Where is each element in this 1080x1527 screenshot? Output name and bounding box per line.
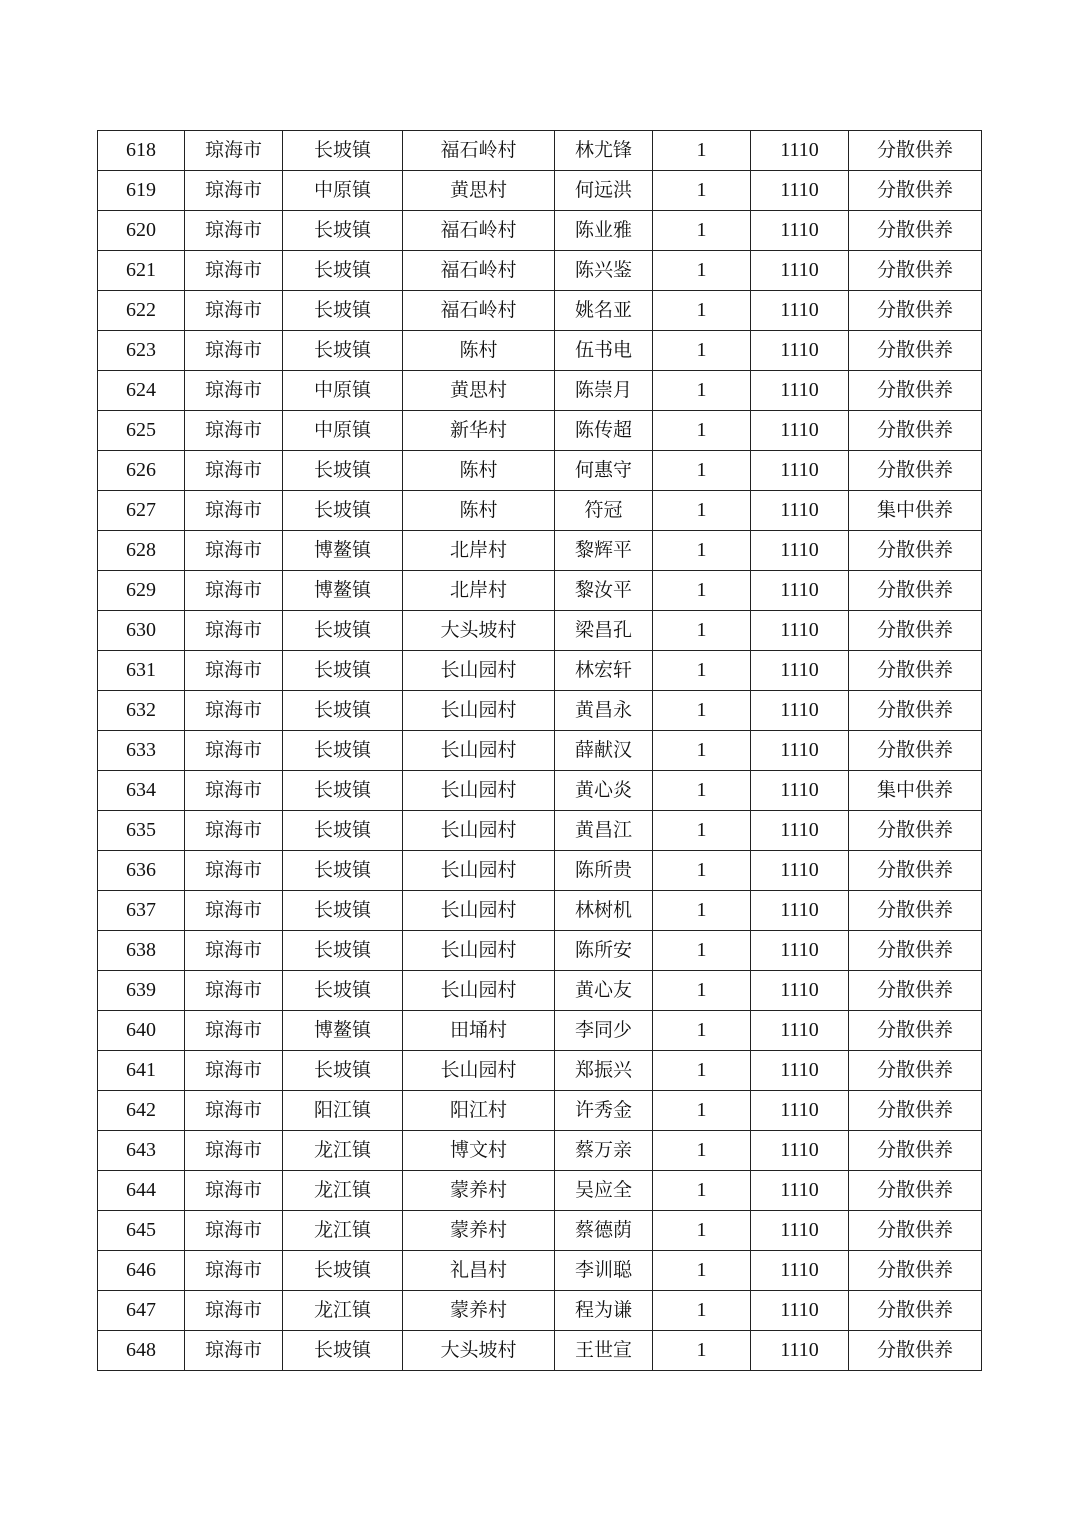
serial-number-cell: 637 bbox=[98, 891, 185, 931]
serial-number-cell: 645 bbox=[98, 1211, 185, 1251]
city-cell: 琼海市 bbox=[185, 371, 283, 411]
household-size-cell: 1 bbox=[653, 451, 751, 491]
support-type-cell: 分散供养 bbox=[849, 811, 982, 851]
village-cell: 蒙养村 bbox=[403, 1291, 555, 1331]
city-cell: 琼海市 bbox=[185, 451, 283, 491]
name-cell: 黄昌江 bbox=[555, 811, 653, 851]
household-size-cell: 1 bbox=[653, 891, 751, 931]
name-cell: 蔡德荫 bbox=[555, 1211, 653, 1251]
support-type-cell: 分散供养 bbox=[849, 731, 982, 771]
village-cell: 陈村 bbox=[403, 451, 555, 491]
serial-number-cell: 623 bbox=[98, 331, 185, 371]
table-row bbox=[98, 131, 982, 171]
town-cell: 中原镇 bbox=[283, 171, 403, 211]
village-cell: 礼昌村 bbox=[403, 1251, 555, 1291]
support-type-cell: 分散供养 bbox=[849, 211, 982, 251]
village-cell: 阳江村 bbox=[403, 1091, 555, 1131]
amount-cell: 1110 bbox=[751, 131, 849, 171]
name-cell: 王世宣 bbox=[555, 1331, 653, 1371]
support-type-cell: 分散供养 bbox=[849, 451, 982, 491]
town-cell: 龙江镇 bbox=[283, 1131, 403, 1171]
town-cell: 长坡镇 bbox=[283, 1051, 403, 1091]
town-cell: 长坡镇 bbox=[283, 451, 403, 491]
village-cell: 北岸村 bbox=[403, 571, 555, 611]
village-cell: 长山园村 bbox=[403, 771, 555, 811]
table-row bbox=[98, 371, 982, 411]
name-cell: 林宏轩 bbox=[555, 651, 653, 691]
name-cell: 薛献汉 bbox=[555, 731, 653, 771]
table-row bbox=[98, 451, 982, 491]
household-size-cell: 1 bbox=[653, 811, 751, 851]
village-cell: 黄思村 bbox=[403, 171, 555, 211]
table-row bbox=[98, 291, 982, 331]
name-cell: 林树机 bbox=[555, 891, 653, 931]
town-cell: 长坡镇 bbox=[283, 1251, 403, 1291]
village-cell: 大头坡村 bbox=[403, 611, 555, 651]
town-cell: 长坡镇 bbox=[283, 331, 403, 371]
support-type-cell: 分散供养 bbox=[849, 1131, 982, 1171]
town-cell: 长坡镇 bbox=[283, 971, 403, 1011]
village-cell: 陈村 bbox=[403, 491, 555, 531]
table-row bbox=[98, 331, 982, 371]
city-cell: 琼海市 bbox=[185, 171, 283, 211]
amount-cell: 1110 bbox=[751, 771, 849, 811]
amount-cell: 1110 bbox=[751, 1251, 849, 1291]
village-cell: 福石岭村 bbox=[403, 291, 555, 331]
serial-number-cell: 625 bbox=[98, 411, 185, 451]
serial-number-cell: 619 bbox=[98, 171, 185, 211]
household-size-cell: 1 bbox=[653, 331, 751, 371]
support-type-cell: 分散供养 bbox=[849, 1171, 982, 1211]
table-row bbox=[98, 211, 982, 251]
table-row bbox=[98, 1171, 982, 1211]
city-cell: 琼海市 bbox=[185, 331, 283, 371]
table-row bbox=[98, 1291, 982, 1331]
town-cell: 中原镇 bbox=[283, 371, 403, 411]
city-cell: 琼海市 bbox=[185, 691, 283, 731]
table-body bbox=[98, 131, 982, 1371]
support-type-cell: 分散供养 bbox=[849, 1211, 982, 1251]
village-cell: 博文村 bbox=[403, 1131, 555, 1171]
amount-cell: 1110 bbox=[751, 1291, 849, 1331]
support-type-cell: 分散供养 bbox=[849, 531, 982, 571]
serial-number-cell: 622 bbox=[98, 291, 185, 331]
city-cell: 琼海市 bbox=[185, 971, 283, 1011]
support-type-cell: 分散供养 bbox=[849, 371, 982, 411]
amount-cell: 1110 bbox=[751, 451, 849, 491]
household-size-cell: 1 bbox=[653, 1091, 751, 1131]
town-cell: 长坡镇 bbox=[283, 731, 403, 771]
household-size-cell: 1 bbox=[653, 931, 751, 971]
city-cell: 琼海市 bbox=[185, 1251, 283, 1291]
village-cell: 长山园村 bbox=[403, 931, 555, 971]
town-cell: 中原镇 bbox=[283, 411, 403, 451]
serial-number-cell: 631 bbox=[98, 651, 185, 691]
city-cell: 琼海市 bbox=[185, 651, 283, 691]
table-row bbox=[98, 571, 982, 611]
city-cell: 琼海市 bbox=[185, 531, 283, 571]
village-cell: 长山园村 bbox=[403, 731, 555, 771]
name-cell: 陈崇月 bbox=[555, 371, 653, 411]
serial-number-cell: 627 bbox=[98, 491, 185, 531]
name-cell: 陈业雅 bbox=[555, 211, 653, 251]
support-type-cell: 分散供养 bbox=[849, 571, 982, 611]
village-cell: 大头坡村 bbox=[403, 1331, 555, 1371]
town-cell: 长坡镇 bbox=[283, 251, 403, 291]
household-size-cell: 1 bbox=[653, 1131, 751, 1171]
amount-cell: 1110 bbox=[751, 291, 849, 331]
city-cell: 琼海市 bbox=[185, 611, 283, 651]
name-cell: 李训聪 bbox=[555, 1251, 653, 1291]
amount-cell: 1110 bbox=[751, 491, 849, 531]
serial-number-cell: 648 bbox=[98, 1331, 185, 1371]
town-cell: 长坡镇 bbox=[283, 1331, 403, 1371]
support-type-cell: 分散供养 bbox=[849, 1051, 982, 1091]
serial-number-cell: 634 bbox=[98, 771, 185, 811]
table-row bbox=[98, 651, 982, 691]
city-cell: 琼海市 bbox=[185, 811, 283, 851]
table-row bbox=[98, 531, 982, 571]
serial-number-cell: 621 bbox=[98, 251, 185, 291]
household-size-cell: 1 bbox=[653, 1171, 751, 1211]
household-size-cell: 1 bbox=[653, 691, 751, 731]
support-type-cell: 分散供养 bbox=[849, 891, 982, 931]
support-type-cell: 分散供养 bbox=[849, 1331, 982, 1371]
support-type-cell: 分散供养 bbox=[849, 131, 982, 171]
city-cell: 琼海市 bbox=[185, 491, 283, 531]
amount-cell: 1110 bbox=[751, 1091, 849, 1131]
table-row bbox=[98, 171, 982, 211]
village-cell: 新华村 bbox=[403, 411, 555, 451]
table-row bbox=[98, 1051, 982, 1091]
table-row bbox=[98, 251, 982, 291]
household-size-cell: 1 bbox=[653, 291, 751, 331]
table-row bbox=[98, 411, 982, 451]
household-size-cell: 1 bbox=[653, 1211, 751, 1251]
name-cell: 李同少 bbox=[555, 1011, 653, 1051]
amount-cell: 1110 bbox=[751, 211, 849, 251]
support-type-cell: 分散供养 bbox=[849, 931, 982, 971]
household-size-cell: 1 bbox=[653, 1291, 751, 1331]
table-row bbox=[98, 1211, 982, 1251]
support-type-cell: 分散供养 bbox=[849, 291, 982, 331]
city-cell: 琼海市 bbox=[185, 931, 283, 971]
serial-number-cell: 630 bbox=[98, 611, 185, 651]
table-row bbox=[98, 1011, 982, 1051]
serial-number-cell: 633 bbox=[98, 731, 185, 771]
household-size-cell: 1 bbox=[653, 851, 751, 891]
name-cell: 程为谦 bbox=[555, 1291, 653, 1331]
name-cell: 何远洪 bbox=[555, 171, 653, 211]
village-cell: 长山园村 bbox=[403, 971, 555, 1011]
name-cell: 伍书电 bbox=[555, 331, 653, 371]
amount-cell: 1110 bbox=[751, 1331, 849, 1371]
table-row bbox=[98, 1091, 982, 1131]
household-size-cell: 1 bbox=[653, 731, 751, 771]
table-row bbox=[98, 851, 982, 891]
amount-cell: 1110 bbox=[751, 691, 849, 731]
support-type-cell: 分散供养 bbox=[849, 171, 982, 211]
household-size-cell: 1 bbox=[653, 1051, 751, 1091]
support-type-cell: 分散供养 bbox=[849, 1011, 982, 1051]
table-row bbox=[98, 1251, 982, 1291]
serial-number-cell: 638 bbox=[98, 931, 185, 971]
city-cell: 琼海市 bbox=[185, 1051, 283, 1091]
serial-number-cell: 646 bbox=[98, 1251, 185, 1291]
table-row bbox=[98, 491, 982, 531]
village-cell: 长山园村 bbox=[403, 811, 555, 851]
village-cell: 长山园村 bbox=[403, 891, 555, 931]
household-size-cell: 1 bbox=[653, 411, 751, 451]
household-size-cell: 1 bbox=[653, 131, 751, 171]
serial-number-cell: 641 bbox=[98, 1051, 185, 1091]
amount-cell: 1110 bbox=[751, 571, 849, 611]
support-type-cell: 分散供养 bbox=[849, 971, 982, 1011]
amount-cell: 1110 bbox=[751, 1011, 849, 1051]
village-cell: 田埇村 bbox=[403, 1011, 555, 1051]
table-row bbox=[98, 971, 982, 1011]
support-type-cell: 分散供养 bbox=[849, 651, 982, 691]
town-cell: 长坡镇 bbox=[283, 931, 403, 971]
amount-cell: 1110 bbox=[751, 171, 849, 211]
table-row bbox=[98, 611, 982, 651]
city-cell: 琼海市 bbox=[185, 131, 283, 171]
serial-number-cell: 629 bbox=[98, 571, 185, 611]
village-cell: 福石岭村 bbox=[403, 131, 555, 171]
town-cell: 长坡镇 bbox=[283, 771, 403, 811]
city-cell: 琼海市 bbox=[185, 571, 283, 611]
city-cell: 琼海市 bbox=[185, 291, 283, 331]
support-type-cell: 分散供养 bbox=[849, 411, 982, 451]
name-cell: 何惠守 bbox=[555, 451, 653, 491]
name-cell: 陈所贵 bbox=[555, 851, 653, 891]
amount-cell: 1110 bbox=[751, 891, 849, 931]
amount-cell: 1110 bbox=[751, 371, 849, 411]
town-cell: 龙江镇 bbox=[283, 1211, 403, 1251]
household-size-cell: 1 bbox=[653, 531, 751, 571]
town-cell: 龙江镇 bbox=[283, 1171, 403, 1211]
town-cell: 长坡镇 bbox=[283, 291, 403, 331]
city-cell: 琼海市 bbox=[185, 1131, 283, 1171]
village-cell: 陈村 bbox=[403, 331, 555, 371]
support-type-cell: 分散供养 bbox=[849, 611, 982, 651]
town-cell: 长坡镇 bbox=[283, 891, 403, 931]
city-cell: 琼海市 bbox=[185, 1171, 283, 1211]
city-cell: 琼海市 bbox=[185, 1091, 283, 1131]
table-row bbox=[98, 731, 982, 771]
serial-number-cell: 639 bbox=[98, 971, 185, 1011]
name-cell: 黄昌永 bbox=[555, 691, 653, 731]
household-size-cell: 1 bbox=[653, 611, 751, 651]
amount-cell: 1110 bbox=[751, 1051, 849, 1091]
support-type-cell: 分散供养 bbox=[849, 1291, 982, 1331]
household-size-cell: 1 bbox=[653, 211, 751, 251]
amount-cell: 1110 bbox=[751, 1171, 849, 1211]
serial-number-cell: 647 bbox=[98, 1291, 185, 1331]
household-size-cell: 1 bbox=[653, 491, 751, 531]
serial-number-cell: 644 bbox=[98, 1171, 185, 1211]
support-type-cell: 分散供养 bbox=[849, 331, 982, 371]
household-size-cell: 1 bbox=[653, 571, 751, 611]
serial-number-cell: 626 bbox=[98, 451, 185, 491]
amount-cell: 1110 bbox=[751, 971, 849, 1011]
household-size-cell: 1 bbox=[653, 651, 751, 691]
name-cell: 吴应全 bbox=[555, 1171, 653, 1211]
name-cell: 梁昌孔 bbox=[555, 611, 653, 651]
household-size-cell: 1 bbox=[653, 1331, 751, 1371]
town-cell: 长坡镇 bbox=[283, 131, 403, 171]
support-type-cell: 分散供养 bbox=[849, 851, 982, 891]
support-type-cell: 集中供养 bbox=[849, 771, 982, 811]
name-cell: 姚名亚 bbox=[555, 291, 653, 331]
serial-number-cell: 643 bbox=[98, 1131, 185, 1171]
serial-number-cell: 624 bbox=[98, 371, 185, 411]
city-cell: 琼海市 bbox=[185, 251, 283, 291]
city-cell: 琼海市 bbox=[185, 731, 283, 771]
support-type-cell: 分散供养 bbox=[849, 1251, 982, 1291]
village-cell: 蒙养村 bbox=[403, 1171, 555, 1211]
support-type-cell: 分散供养 bbox=[849, 251, 982, 291]
amount-cell: 1110 bbox=[751, 611, 849, 651]
name-cell: 许秀金 bbox=[555, 1091, 653, 1131]
town-cell: 博鳌镇 bbox=[283, 531, 403, 571]
amount-cell: 1110 bbox=[751, 651, 849, 691]
name-cell: 陈兴鉴 bbox=[555, 251, 653, 291]
amount-cell: 1110 bbox=[751, 811, 849, 851]
table-row bbox=[98, 691, 982, 731]
amount-cell: 1110 bbox=[751, 931, 849, 971]
town-cell: 博鳌镇 bbox=[283, 1011, 403, 1051]
town-cell: 长坡镇 bbox=[283, 851, 403, 891]
city-cell: 琼海市 bbox=[185, 1211, 283, 1251]
town-cell: 长坡镇 bbox=[283, 691, 403, 731]
household-size-cell: 1 bbox=[653, 171, 751, 211]
city-cell: 琼海市 bbox=[185, 411, 283, 451]
serial-number-cell: 632 bbox=[98, 691, 185, 731]
amount-cell: 1110 bbox=[751, 731, 849, 771]
household-size-cell: 1 bbox=[653, 971, 751, 1011]
table-row bbox=[98, 1131, 982, 1171]
support-type-cell: 集中供养 bbox=[849, 491, 982, 531]
table-row bbox=[98, 891, 982, 931]
village-cell: 长山园村 bbox=[403, 691, 555, 731]
village-cell: 长山园村 bbox=[403, 651, 555, 691]
village-cell: 黄思村 bbox=[403, 371, 555, 411]
town-cell: 长坡镇 bbox=[283, 211, 403, 251]
town-cell: 博鳌镇 bbox=[283, 571, 403, 611]
support-type-cell: 分散供养 bbox=[849, 1091, 982, 1131]
amount-cell: 1110 bbox=[751, 851, 849, 891]
town-cell: 长坡镇 bbox=[283, 611, 403, 651]
serial-number-cell: 620 bbox=[98, 211, 185, 251]
serial-number-cell: 636 bbox=[98, 851, 185, 891]
town-cell: 长坡镇 bbox=[283, 491, 403, 531]
town-cell: 长坡镇 bbox=[283, 811, 403, 851]
name-cell: 郑振兴 bbox=[555, 1051, 653, 1091]
city-cell: 琼海市 bbox=[185, 1331, 283, 1371]
name-cell: 林尤锋 bbox=[555, 131, 653, 171]
name-cell: 蔡万亲 bbox=[555, 1131, 653, 1171]
city-cell: 琼海市 bbox=[185, 1011, 283, 1051]
town-cell: 长坡镇 bbox=[283, 651, 403, 691]
serial-number-cell: 618 bbox=[98, 131, 185, 171]
household-size-cell: 1 bbox=[653, 1251, 751, 1291]
town-cell: 龙江镇 bbox=[283, 1291, 403, 1331]
name-cell: 黄心友 bbox=[555, 971, 653, 1011]
village-cell: 福石岭村 bbox=[403, 251, 555, 291]
amount-cell: 1110 bbox=[751, 411, 849, 451]
household-size-cell: 1 bbox=[653, 1011, 751, 1051]
city-cell: 琼海市 bbox=[185, 211, 283, 251]
name-cell: 黎辉平 bbox=[555, 531, 653, 571]
village-cell: 长山园村 bbox=[403, 851, 555, 891]
amount-cell: 1110 bbox=[751, 1131, 849, 1171]
name-cell: 黄心炎 bbox=[555, 771, 653, 811]
beneficiary-table bbox=[97, 130, 982, 1371]
name-cell: 黎汝平 bbox=[555, 571, 653, 611]
serial-number-cell: 642 bbox=[98, 1091, 185, 1131]
amount-cell: 1110 bbox=[751, 531, 849, 571]
household-size-cell: 1 bbox=[653, 771, 751, 811]
table-row bbox=[98, 771, 982, 811]
city-cell: 琼海市 bbox=[185, 851, 283, 891]
serial-number-cell: 628 bbox=[98, 531, 185, 571]
village-cell: 蒙养村 bbox=[403, 1211, 555, 1251]
name-cell: 陈传超 bbox=[555, 411, 653, 451]
village-cell: 福石岭村 bbox=[403, 211, 555, 251]
amount-cell: 1110 bbox=[751, 1211, 849, 1251]
village-cell: 北岸村 bbox=[403, 531, 555, 571]
city-cell: 琼海市 bbox=[185, 891, 283, 931]
city-cell: 琼海市 bbox=[185, 771, 283, 811]
table-row bbox=[98, 1331, 982, 1371]
city-cell: 琼海市 bbox=[185, 1291, 283, 1331]
serial-number-cell: 635 bbox=[98, 811, 185, 851]
village-cell: 长山园村 bbox=[403, 1051, 555, 1091]
table-row bbox=[98, 931, 982, 971]
name-cell: 陈所安 bbox=[555, 931, 653, 971]
household-size-cell: 1 bbox=[653, 251, 751, 291]
support-type-cell: 分散供养 bbox=[849, 691, 982, 731]
amount-cell: 1110 bbox=[751, 251, 849, 291]
household-size-cell: 1 bbox=[653, 371, 751, 411]
serial-number-cell: 640 bbox=[98, 1011, 185, 1051]
name-cell: 符冠 bbox=[555, 491, 653, 531]
table-row bbox=[98, 811, 982, 851]
amount-cell: 1110 bbox=[751, 331, 849, 371]
town-cell: 阳江镇 bbox=[283, 1091, 403, 1131]
